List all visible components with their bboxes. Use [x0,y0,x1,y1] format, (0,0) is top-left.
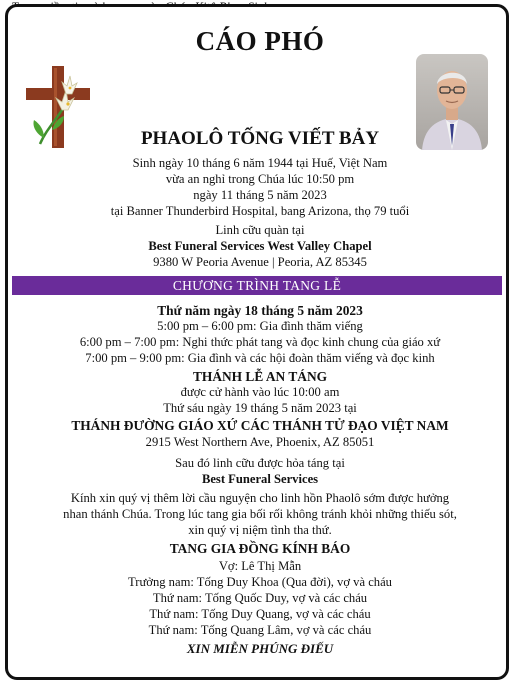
family-member: Trưởng nam: Tống Duy Khoa (Qua đời), vợ và cháu [128,575,392,589]
schedule-item: 6:00 pm – 7:00 pm: Nghi thức phát tang và đọc kinh chung của giáo xứ [79,335,441,349]
program-header: CHƯƠNG TRÌNH TANG LỄ [12,276,502,295]
life-info [0,155,520,219]
family-member: Thứ nam: Tống Duy Quang, vợ và các cháu [149,607,371,621]
closing-note: XIN MIỄN PHÚNG ĐIẾU [186,641,334,656]
prayer-line: nhan thánh Chúa. Trong lúc tang gia bối rối không tránh khỏi những thiếu sót, [63,507,457,521]
cremation-line: Sau đó linh cữu được hỏa táng tại [175,456,345,470]
viewing-venue: Best Funeral Services West Valley Chapel [148,239,372,253]
mass-heading: THÁNH LỄ AN TÁNG [192,369,328,384]
cremation-place: Best Funeral Services [201,472,319,486]
family-member: Thứ nam: Tống Quang Lâm, vợ và các cháu [148,623,372,637]
prayer-line: Kính xin quý vị thêm lời cầu nguyện cho linh hồn Phaolô sớm được hưởng [70,491,450,505]
viewing-info [0,222,520,270]
page-title: CÁO PHÓ [195,26,325,56]
family-member: Vợ: Lê Thị Mẫn [218,559,302,573]
schedule-date-text: Thứ năm ngày 18 tháng 5 năm 2023 [157,303,363,318]
mass-line: Thứ sáu ngày 19 tháng 5 năm 2023 tại [163,401,357,415]
schedule-list [0,318,520,366]
prayer-line: xin quý vị niệm tình tha thứ. [188,523,332,537]
life-line: Sinh ngày 10 tháng 6 năm 1944 tại Huế, Việt Nam [132,156,388,170]
life-line: tại Banner Thunderbird Hospital, bang Arizona, thọ 79 tuổi [110,204,410,218]
schedule-item: 5:00 pm – 6:00 pm: Gia đình thăm viếng [157,319,363,333]
life-line: ngày 11 tháng 5 năm 2023 [193,188,327,202]
church-name: THÁNH ĐƯỜNG GIÁO XỨ CÁC THÁNH TỬ ĐẠO VIỆT NAM [71,418,449,433]
mass-line: được cử hành vào lúc 10:00 am [180,385,340,399]
mass-info [0,384,520,416]
deceased-name: PHAOLÔ TỐNG VIẾT BẢY [140,128,380,149]
cremation-info [0,455,520,487]
viewing-address: 9380 W Peoria Avenue | Peoria, AZ 85345 [153,255,367,269]
viewing-label: Linh cữu quàn tại [215,223,305,237]
life-line: vừa an nghỉ trong Chúa lúc 10:50 pm [165,172,355,186]
schedule-item: 7:00 pm – 9:00 pm: Gia đình và các hội đoàn thăm viếng và đọc kinh [85,351,435,365]
family-list [0,558,520,638]
family-member: Thứ nam: Tống Quốc Duy, vợ và các cháu [152,591,368,605]
church-address: 2915 West Northern Ave, Phoenix, AZ 85051 [145,435,375,449]
family-heading: TANG GIA ĐỒNG KÍNH BÁO [169,541,351,556]
prayer-text [0,490,520,538]
